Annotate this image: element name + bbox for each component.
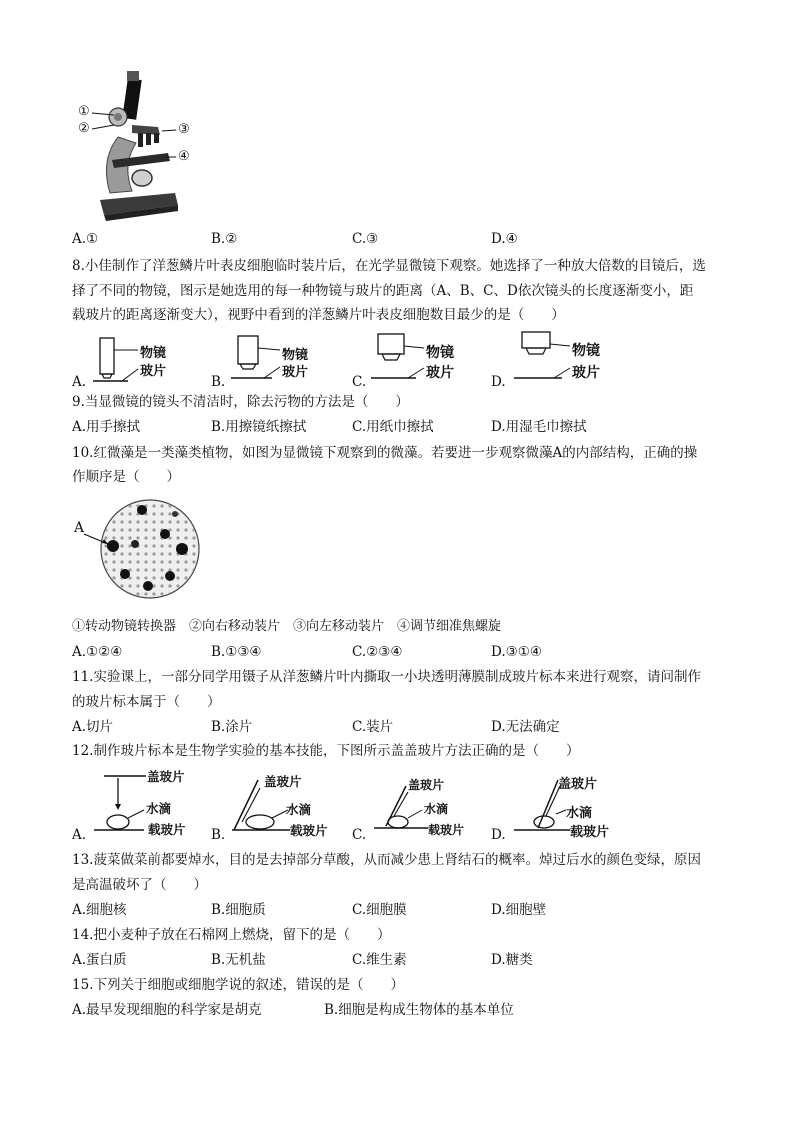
q12-option-b[interactable]: B. bbox=[211, 827, 226, 843]
q9-option-b[interactable]: B.用擦镜纸擦拭 bbox=[211, 419, 307, 435]
q8-b-lens-label: 物镜 bbox=[282, 348, 309, 363]
q9-option-a[interactable]: A.用手擦拭 bbox=[72, 419, 141, 435]
microscope-figure bbox=[70, 65, 210, 225]
q8-c-lens-label: 物镜 bbox=[426, 345, 454, 361]
q13-stem-line-2: 是高温破坏了（ ） bbox=[72, 877, 207, 893]
q10-option-b[interactable]: B.①③④ bbox=[211, 644, 262, 660]
q10-option-d[interactable]: D.③①④ bbox=[491, 644, 542, 660]
q12-option-a[interactable]: A. bbox=[72, 827, 87, 843]
q10-figure-label-a: A bbox=[74, 520, 85, 536]
q14-option-b[interactable]: B.无机盐 bbox=[211, 952, 266, 968]
q9-option-c[interactable]: C.用纸巾擦拭 bbox=[352, 419, 434, 435]
q12-b-cover-label: 盖玻片 bbox=[264, 774, 302, 789]
q10-stem-line-1: 10.红微藻是一类藻类植物，如图为显微镜下观察到的微藻。若要进一步观察微藻A的内部结构，正确的操 bbox=[72, 445, 698, 461]
q12-b-drop-label: 水滴 bbox=[286, 802, 312, 817]
q8-a-slide-label: 玻片 bbox=[140, 364, 167, 379]
q7-option-b[interactable]: B.② bbox=[211, 231, 238, 247]
q8-stem-line-3: 载玻片的距离逐渐变大），视野中看到的洋葱鳞片叶表皮细胞数目最少的是（ ） bbox=[72, 307, 565, 323]
q11-option-a[interactable]: A.切片 bbox=[72, 719, 114, 735]
q11-stem-line-2: 的玻片标本属于（ ） bbox=[72, 694, 221, 710]
q7-option-c[interactable]: C.③ bbox=[352, 231, 379, 247]
q12-option-c[interactable]: C. bbox=[352, 827, 367, 843]
q8-option-c[interactable]: C. bbox=[352, 374, 367, 390]
q11-stem-line-1: 11.实验课上，一部分同学用镊子从洋葱鳞片叶内撕取一小块透明薄膜制成玻片标本来进行观察，请问制作 bbox=[72, 669, 701, 685]
q11-option-c[interactable]: C.装片 bbox=[352, 719, 394, 735]
q13-stem-line-1: 13.菠菜做菜前都要焯水，目的是去掉部分草酸，从而减少患上肾结石的概率。焯过后水的颜色变绿，原因 bbox=[72, 852, 701, 868]
q13-option-c[interactable]: C.细胞膜 bbox=[352, 902, 407, 918]
q13-option-b[interactable]: B.细胞质 bbox=[211, 902, 266, 918]
q12-b-slide-label: 载玻片 bbox=[290, 823, 328, 838]
q12-c-drop-label: 水滴 bbox=[424, 802, 449, 816]
q8-option-a[interactable]: A. bbox=[72, 374, 87, 390]
q12-d-cover-label: 盖玻片 bbox=[558, 777, 598, 792]
q15-option-b[interactable]: B.细胞是构成生物体的基本单位 bbox=[324, 1002, 514, 1018]
q9-stem: 9.当显微镜的镜头不清洁时，除去污物的方法是（ ） bbox=[72, 394, 409, 410]
q8-b-slide-label: 玻片 bbox=[282, 365, 309, 380]
q8-stem-line-1: 8.小佳制作了洋葱鳞片叶表皮细胞临时装片后，在光学显微镜下观察。她选择了一种放大倍数的目镜后，选 bbox=[72, 258, 706, 274]
q8-option-b[interactable]: B. bbox=[211, 374, 226, 390]
q8-a-lens-label: 物镜 bbox=[140, 346, 167, 361]
q12-c-cover-label: 盖玻片 bbox=[408, 778, 445, 792]
q14-option-a[interactable]: A.蛋白质 bbox=[72, 952, 127, 968]
q11-option-d[interactable]: D.无法确定 bbox=[491, 719, 560, 735]
microscope-label-2: ② bbox=[78, 121, 90, 136]
q12-d-drop-label: 水滴 bbox=[566, 806, 593, 821]
q10-option-c[interactable]: C.②③④ bbox=[352, 644, 403, 660]
q8-figure-d bbox=[510, 330, 630, 380]
q7-option-d[interactable]: D.④ bbox=[491, 231, 518, 247]
q15-stem: 15.下列关于细胞或细胞学说的叙述，错误的是（ ） bbox=[72, 977, 404, 993]
q13-option-a[interactable]: A.细胞核 bbox=[72, 902, 127, 918]
q14-stem: 14.把小麦种子放在石棉网上燃烧，留下的是（ ） bbox=[72, 927, 391, 943]
q12-option-d[interactable]: D. bbox=[491, 827, 506, 843]
q10-algae-figure bbox=[70, 494, 210, 606]
microscope-label-4: ④ bbox=[178, 149, 190, 164]
q8-d-lens-label: 物镜 bbox=[572, 343, 600, 359]
q14-option-d[interactable]: D.糖类 bbox=[491, 952, 533, 968]
q12-d-slide-label: 载玻片 bbox=[570, 825, 610, 840]
q12-c-slide-label: 载玻片 bbox=[428, 823, 465, 837]
q11-option-b[interactable]: B.涂片 bbox=[211, 719, 253, 735]
q14-option-c[interactable]: C.维生素 bbox=[352, 952, 407, 968]
q12-a-drop-label: 水滴 bbox=[146, 801, 172, 816]
q10-stem-line-2: 作顺序是（ ） bbox=[72, 469, 180, 485]
q12-a-cover-label: 盖玻片 bbox=[147, 769, 185, 784]
q7-option-a[interactable]: A.① bbox=[72, 231, 99, 247]
q9-option-d[interactable]: D.用湿毛巾擦拭 bbox=[491, 419, 587, 435]
q15-option-a[interactable]: A.最早发现细胞的科学家是胡克 bbox=[72, 1002, 262, 1018]
microscope-label-3: ③ bbox=[178, 122, 190, 137]
microscope-label-1: ① bbox=[78, 104, 90, 119]
q13-option-d[interactable]: D.细胞壁 bbox=[491, 902, 547, 918]
q8-option-d[interactable]: D. bbox=[491, 374, 506, 390]
q10-steps: ①转动物镜转换器 ②向右移动装片 ③向左移动装片 ④调节细准焦螺旋 bbox=[72, 619, 502, 634]
q12-a-slide-label: 载玻片 bbox=[148, 822, 186, 837]
q12-stem: 12.制作玻片标本是生物学实验的基本技能，下图所示盖盖玻片方法正确的是（ ） bbox=[72, 743, 580, 759]
q8-stem-line-2: 择了不同的物镜，图示是她选用的每一种物镜与玻片的距离（A、B、C、D依次镜头的长度逐渐变小，距 bbox=[72, 283, 694, 299]
q10-option-a[interactable]: A.①②④ bbox=[72, 644, 123, 660]
q8-d-slide-label: 玻片 bbox=[572, 365, 600, 381]
q8-c-slide-label: 玻片 bbox=[426, 365, 454, 381]
